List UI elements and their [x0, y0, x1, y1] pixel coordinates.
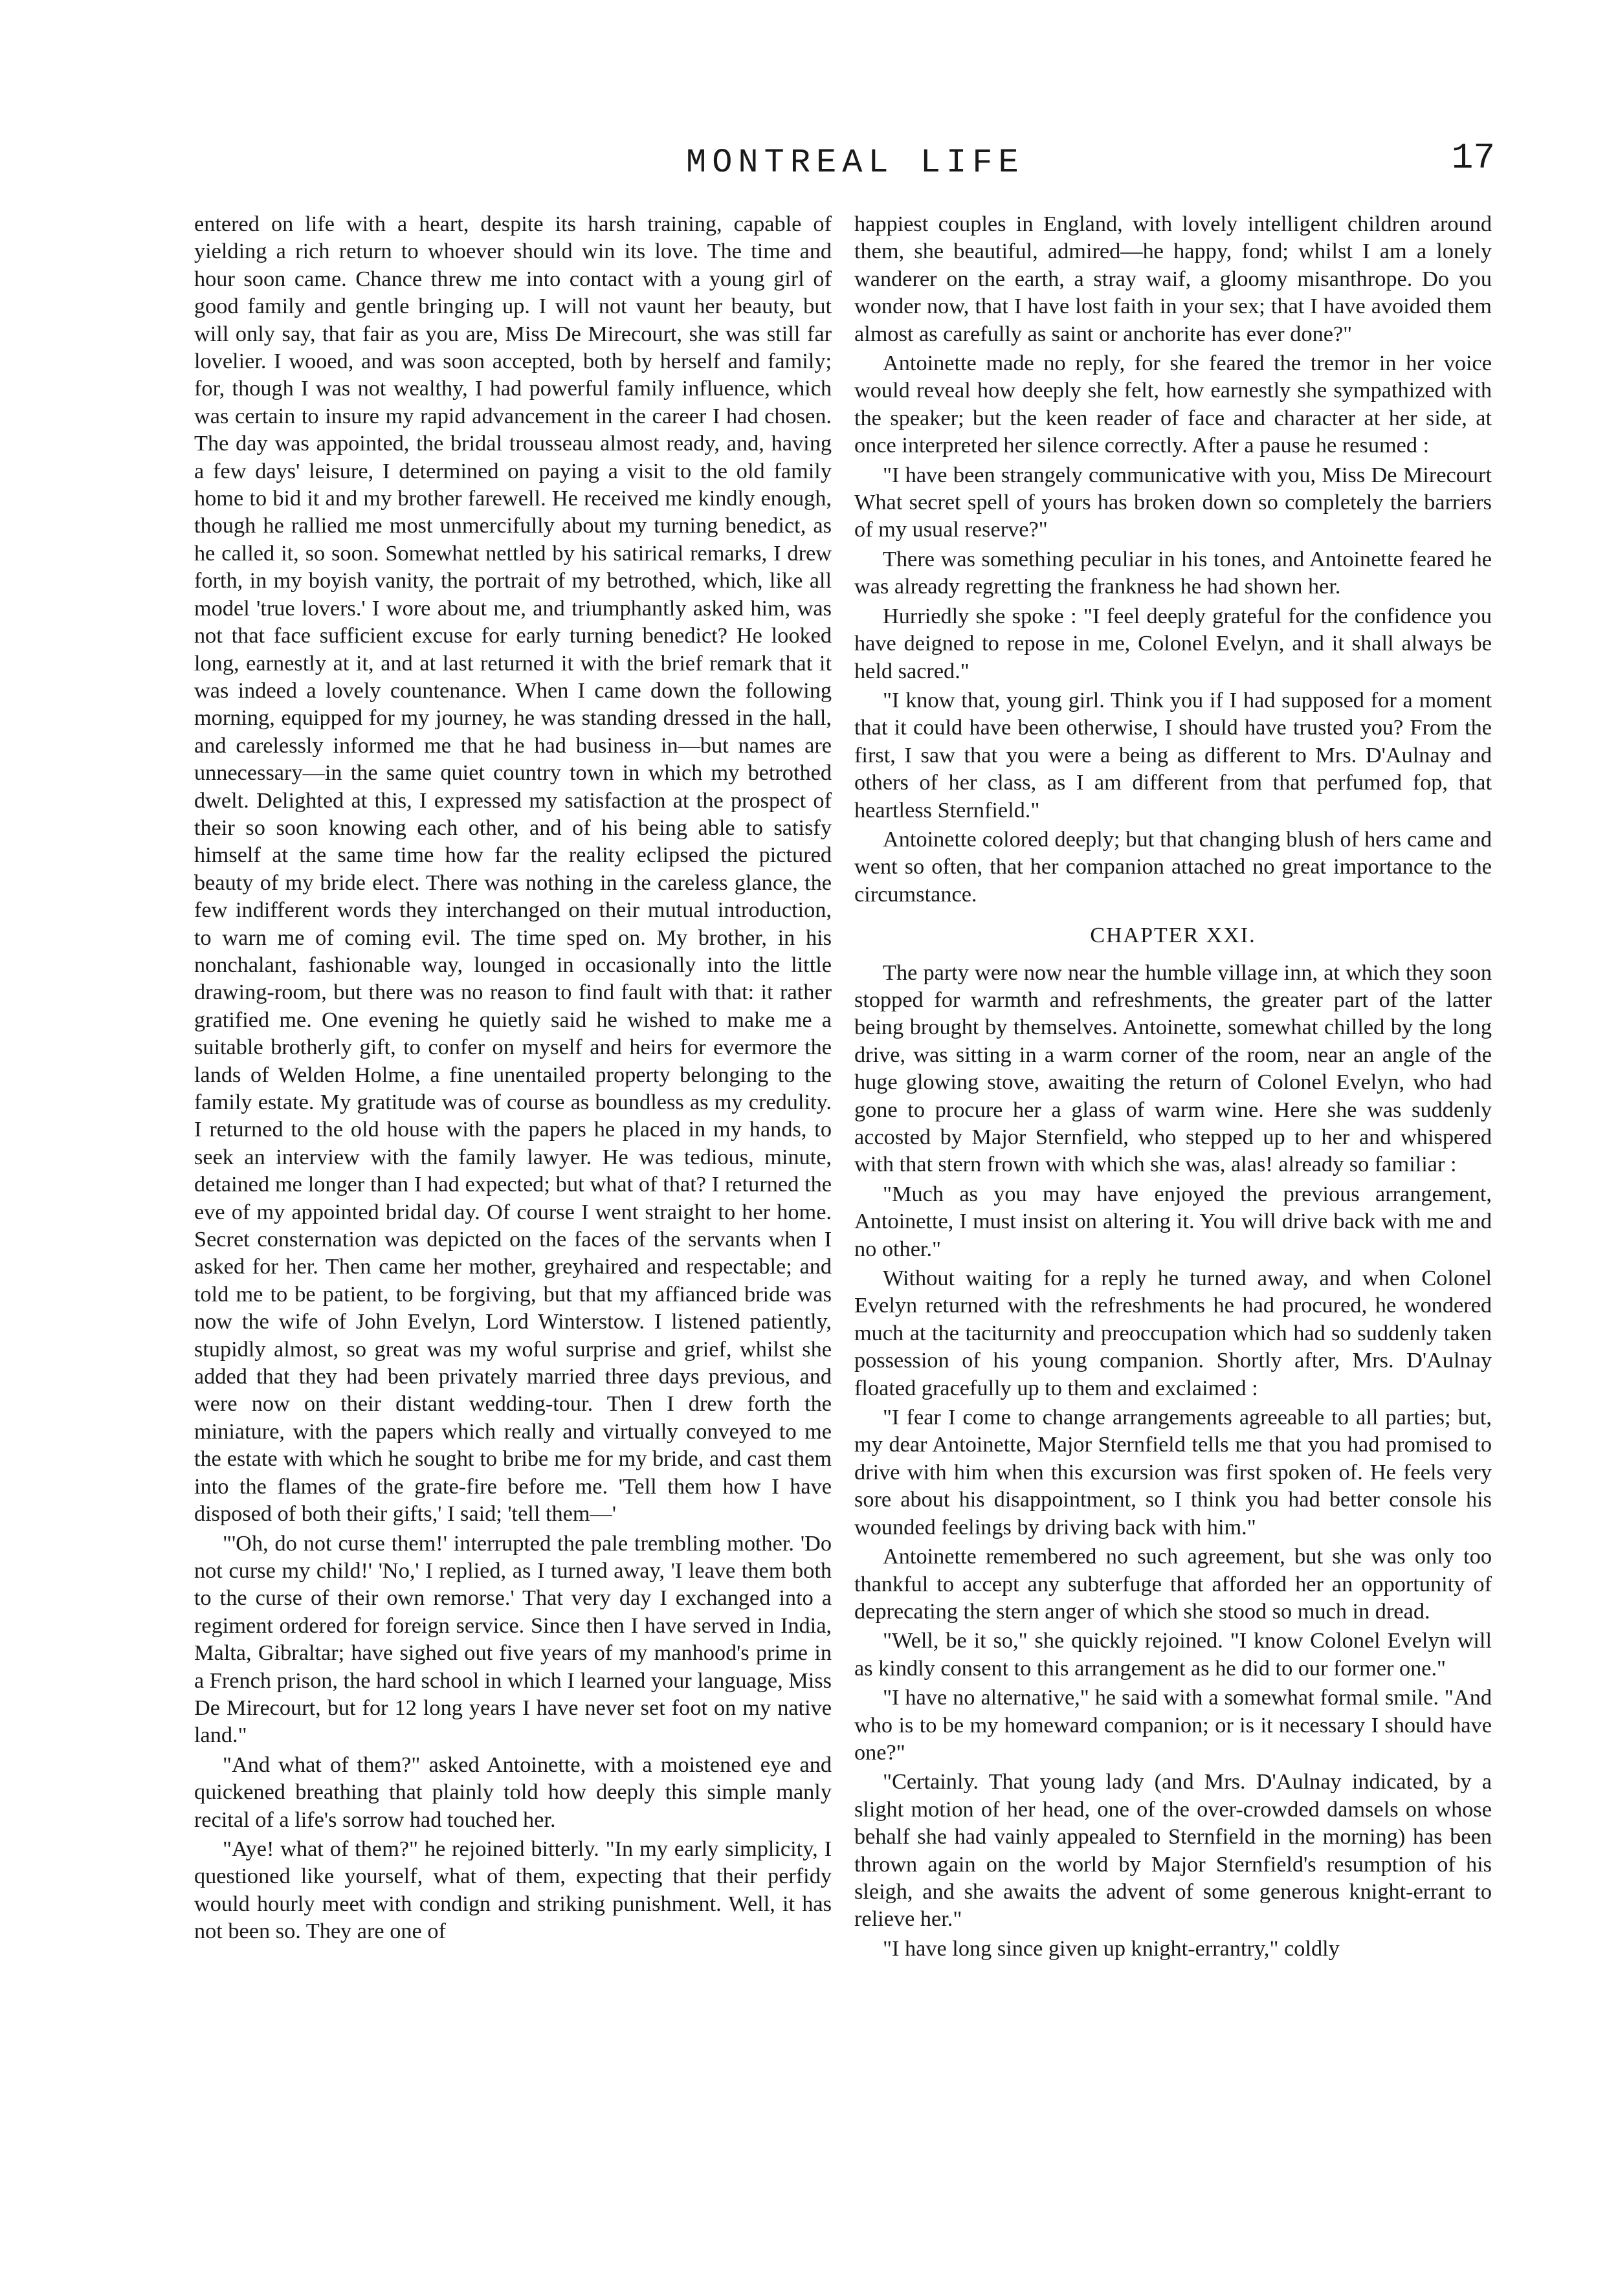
paragraph: "I fear I come to change arrangements agreeable to all parties; but, my dear Antoinette, Major Sternfield tells me that you had promised to drive with him when this excursion was first spoken of. He feels very sore about his disappointment, so I think you had better console his wounded feelings by driving back with him." [854, 1405, 1492, 1540]
paragraph: "Aye! what of them?" he rejoined bitterly. "In my early simplicity, I questioned like yourself, what of them, expecting that their perfidy would hourly meet with condign and striking punishment. Well, it has not been so. They are one of [194, 1836, 832, 1944]
paragraph: Antoinette colored deeply; but that changing blush of hers came and went so often, that her companion attached no great importance to the circumstance. [854, 826, 1492, 907]
paragraph: Antoinette made no reply, for she feared the tremor in her voice would reveal how deeply she felt, how earnestly she sympathized with the speaker; but the keen reader of face and character at her side, at once interpreted her silence correctly. After a pause he resumed : [854, 351, 1492, 458]
paragraph: "And what of them?" asked Antoinette, with a moistened eye and quickened breathing that plainly told how deeply this simple manly recital of a life's sorrow had touched her. [194, 1752, 832, 1832]
paragraph: "'Oh, do not curse them!' interrupted the pale trembling mother. 'Do not curse my child!' 'No,' I replied, as I turned away, 'I leave them both to the curse of their own remorse.' That very day I exchanged into a regiment ordered for foreign service. Since then I have served in India, Malta, Gibraltar; have sighed out five years of my manhood's prime in a French prison, the hard school in which I learned your language, Miss De Mirecourt, but for 12 long years I have never set foot on my native land." [194, 1530, 832, 1748]
right-column [854, 210, 1492, 1964]
paragraph: "I have been strangely communicative with you, Miss De Mirecourt What secret spell of yours has broken down so completely the barriers of my usual reserve?" [854, 462, 1492, 542]
paragraph: "Much as you may have enjoyed the previous arrangement, Antoinette, I must insist on altering it. You will drive back with me and no other." [854, 1181, 1492, 1261]
paragraph: There was something peculiar in his tones, and Antoinette feared he was already regretting the frankness he had shown her. [854, 546, 1492, 599]
page-number: 17 [1451, 137, 1495, 179]
paragraph: Antoinette remembered no such agreement, but she was only too thankful to accept any subterfuge that afforded her an opportunity of deprecating the stern anger of which she stood so much in dread. [854, 1544, 1492, 1624]
page-header [194, 137, 1495, 195]
left-column [194, 210, 832, 1947]
paragraph: "I know that, young girl. Think you if I had supposed for a moment that it could have been otherwise, I should have trusted you? From the first, I saw that you were a being as different to Mrs. D'Aulnay and others of her class, as I am different from that perfumed fop, that heartless Sternfield." [854, 687, 1492, 822]
paragraph: happiest couples in England, with lovely intelligent children around them, she beautiful, admired—he happy, fond; whilst I am a lonely wanderer on the earth, a stray waif, a gloomy misanthrope. Do you wonder now, that I have lost faith in your sex; that I have avoided them almost as carefully as saint or anchorite has ever done?" [854, 212, 1492, 346]
paragraph: "Well, be it so," she quickly rejoined. "I know Colonel Evelyn will as kindly consent to this arrangement as he did to our former one." [854, 1628, 1492, 1681]
paragraph: "Certainly. That young lady (and Mrs. D'Aulnay indicated, by a slight motion of her head, one of the over-crowded damsels on whose behalf she had vainly appealed to Sternfield in the morning) has been thrown again on the world by Major Sternfield's resumption of his sleigh, and she awaits the advent of some generous knight-errant to relieve her." [854, 1769, 1492, 1932]
paragraph: Without waiting for a reply he turned away, and when Colonel Evelyn returned with the refreshments he had procured, he wondered much at the taciturnity and preoccupation which had so suddenly taken possession of his young companion. Shortly after, Mrs. D'Aulnay floated gracefully up to them and exclaimed : [854, 1266, 1492, 1400]
paragraph: The party were now near the humble village inn, at which they soon stopped for warmth and refreshments, the greater part of the latter being brought by themselves. Antoinette, somewhat chilled by the long drive, was sitting in a warm corner of the room, near an angle of the huge glowing stove, awaiting the return of Colonel Evelyn, who had gone to procure her a glass of warm wine. Here she was suddenly accosted by Major Sternfield, who stepped up to her and whispered with that stern frown with which she was, alas! already so familiar : [854, 960, 1492, 1177]
paragraph: Hurriedly she spoke : "I feel deeply grateful for the confidence you have deigned to repose in me, Colonel Evelyn, and it shall always be held sacred." [854, 603, 1492, 683]
paragraph: "I have no alternative," he said with a somewhat formal smile. "And who is to be my homeward companion; or is it necessary I should have one?" [854, 1685, 1492, 1765]
paragraph: "I have long since given up knight-errantry," coldly [883, 1936, 1340, 1961]
chapter-heading: CHAPTER XXI. [1090, 923, 1256, 948]
paragraph: entered on life with a heart, despite its harsh training, capable of yielding a rich return to whoever should win its love. The time and hour soon came. Chance threw me into contact with a young girl of good family and gentle bringing up. I will not vaunt her beauty, but will only say, that fair as you are, Miss De Mirecourt, she was still far lovelier. I wooed, and was soon accepted, both by herself and family; for, though I was not wealthy, I had powerful family influence, which was certain to insure my rapid advancement in the career I had chosen. The day was appointed, the bridal trousseau almost ready, and, having a few days' leisure, I determined on paying a visit to the old family home to bid it and my brother farewell. He received me kindly enough, though he rallied me most unmercifully about my turning benedict, as he called it, so soon. Somewhat nettled by his satirical remarks, I drew forth, in my boyish vanity, the portrait of my betrothed, which, like all model 'true lovers.' I wore about me, and triumphantly asked him, was not that face sufficient excuse for early turning benedict? He looked long, earnestly at it, and at last returned it with the brief remark that it was indeed a lovely countenance. When I came down the following morning, equipped for my journey, he was standing dressed in the hall, and carelessly informed me that he had business in—but names are unnecessary—in the same quiet country town in which my betrothed dwelt. Delighted at this, I expressed my satisfaction at the prospect of their so soon knowing each other, and of his being able to satisfy himself at the same time how far the reality eclipsed the pictured beauty of my bride elect. There was nothing in the careless glance, the few indifferent words they interchanged on their mutual introduction, to warn me of coming evil. The time sped on. My brother, in his nonchalant, fashionable way, lounged in occasionally into the little drawing-room, but there was no reason to find fault with that: it rather gratified me. One evening he quietly said he wished to make me a suitable brotherly gift, to confer on myself and heirs for evermore the lands of Welden Holme, a fine unentailed property belonging to the family estate. My gratitude was of course as boundless as my credulity. I returned to the old house with the papers he placed in my hands, to seek an interview with the family lawyer. He was tedious, minute, detained me longer than I had expected; but what of that? I returned the eve of my appointed bridal day. Of course I went straight to her home. Secret consternation was depicted on the faces of the servants when I asked for her. Then came her mother, greyhaired and respectable; and told me to be patient, to be forgiving, but that my affianced bride was now the wife of John Evelyn, Lord Winterstow. I listened patiently, stupidly almost, so great was my woful surprise and grief, whilst she added that they had been privately married three days previous, and were now on their distant wedding-tour. Then I drew forth the miniature, with the papers which really and virtually conveyed to me the estate with which he sought to bribe me for my bride, and cast them into the flames of the grate-fire before me. 'Tell them how I have disposed of both their gifts,' I said; 'tell them—' [194, 212, 832, 1527]
running-title: MONTREAL LIFE [686, 144, 1025, 182]
